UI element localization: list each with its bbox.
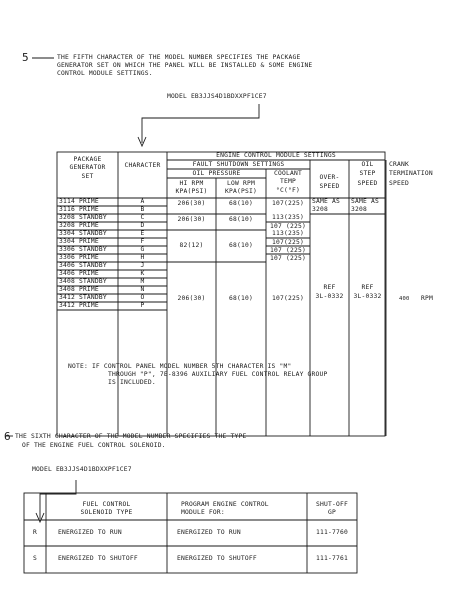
row-char: K — [140, 270, 145, 277]
header-ecm-settings: ENGINE CONTROL MODULE SETTINGS — [216, 152, 336, 159]
coolant-g: 107 (225) — [270, 247, 306, 254]
row-char: O — [140, 294, 145, 301]
overspeed-ab: SAME AS 3208 — [312, 198, 340, 214]
solenoid-row-type: ENERGIZED TO SHUTOFF — [58, 555, 138, 562]
row-set: 3408 STANDBY — [59, 278, 107, 285]
header-program-ecm: PROGRAM ENGINE CONTROL MODULE FOR: — [181, 501, 269, 517]
note-line-3: IS INCLUDED. — [108, 379, 156, 386]
row-char: C — [140, 214, 145, 221]
section5-line-3: CONTROL MODULE SETTINGS. — [57, 70, 153, 77]
hi-rpm-eh: 82(12) — [179, 242, 204, 249]
row-char: E — [140, 230, 145, 237]
oil-step-ref: REF 3L-0332 — [353, 284, 382, 301]
header-crank-termination: CRANK TERMINATION SPEED — [389, 161, 433, 187]
row-set: 3306 STANDBY — [59, 246, 107, 253]
header-fault-shutdown: FAULT SHUTDOWN SETTINGS — [192, 161, 285, 168]
section6-model-label: MODEL EB3JJS4D1BDXXPF1CE7 — [32, 466, 132, 473]
row-char: J — [140, 262, 145, 269]
row-set: 3304 PRIME — [59, 238, 99, 245]
row-char: B — [140, 206, 145, 213]
row-char: M — [140, 278, 145, 285]
note-line-2: THROUGH "P", 7E-8396 AUXILIARY FUEL CONTROL RELAY GROUP — [108, 371, 328, 378]
header-low-rpm: LOW RPM KPA(PSI) — [225, 180, 257, 196]
section6-line-2: OF THE ENGINE FUEL CONTROL SOLENOID. — [22, 442, 166, 449]
section5-line-2: GENERATOR SET ON WHICH THE PANEL WILL BE INSTALLED & SOME ENGINE — [57, 62, 313, 69]
solenoid-row-program: ENERGIZED TO SHUTOFF — [177, 555, 257, 562]
row-char: P — [140, 302, 145, 309]
section5-model-label: MODEL EB3JJS4D1BDXXPF1CE7 — [167, 93, 267, 100]
hi-rpm-cd: 206(30) — [177, 216, 206, 223]
low-rpm-cd: 68(10) — [229, 216, 253, 223]
solenoid-row-char: R — [33, 529, 37, 536]
row-char: H — [140, 254, 145, 261]
row-char: F — [140, 238, 145, 245]
row-char: N — [140, 286, 145, 293]
solenoid-row-gp: 111-7760 — [316, 529, 348, 536]
coolant-h: 107 (225) — [270, 255, 306, 262]
row-set: 3412 STANDBY — [59, 294, 107, 301]
section5-number: 5 — [22, 51, 29, 64]
hi-rpm-ab: 206(30) — [177, 200, 206, 207]
oil-step-ab: SAME AS 3208 — [351, 198, 379, 214]
coolant-f: 107(225) — [272, 239, 304, 246]
crank-speed-unit: RPM — [421, 295, 433, 302]
row-set: 3116 PRIME — [59, 206, 99, 213]
row-char: G — [140, 246, 145, 253]
row-set: 3408 PRIME — [59, 286, 99, 293]
row-char: D — [140, 222, 145, 229]
model5-pointer — [142, 104, 259, 143]
row-set: 3406 STANDBY — [59, 262, 107, 269]
low-rpm-jp: 68(10) — [229, 295, 253, 302]
low-rpm-eh: 68(10) — [229, 242, 253, 249]
row-set: 3412 PRIME — [59, 302, 99, 309]
header-oil-step: OIL STEP SPEED — [357, 161, 378, 187]
row-set: 3406 PRIME — [59, 270, 99, 277]
low-rpm-ab: 68(10) — [229, 200, 253, 207]
coolant-ab: 107(225) — [272, 200, 304, 207]
note-line-1: NOTE: IF CONTROL PANEL MODEL NUMBER 5TH CHARACTER IS "M" — [68, 363, 292, 370]
row-set: 3304 STANDBY — [59, 230, 107, 237]
row-set: 3208 PRIME — [59, 222, 99, 229]
solenoid-row-gp: 111-7761 — [316, 555, 348, 562]
header-oil-pressure: OIL PRESSURE — [192, 170, 241, 177]
header-shutoff-gp: SHUT-OFF GP — [316, 501, 348, 517]
section6-number: 6 — [4, 430, 11, 443]
coolant-e: 113(235) — [272, 230, 304, 237]
header-hi-rpm: HI RPM KPA(PSI) — [175, 180, 208, 196]
coolant-jp: 107(225) — [272, 295, 304, 302]
section5-line-1: THE FIFTH CHARACTER OF THE MODEL NUMBER SPECIFIES THE PACKAGE — [57, 54, 301, 61]
hi-rpm-jp: 206(30) — [177, 295, 206, 302]
header-overspeed: OVER- SPEED — [319, 174, 340, 191]
solenoid-row-char: S — [33, 555, 37, 562]
overspeed-ref: REF 3L-0332 — [315, 284, 344, 301]
header-character: CHARACTER — [124, 162, 161, 169]
solenoid-row-type: ENERGIZED TO RUN — [58, 529, 122, 536]
crank-speed-value: 400 — [399, 296, 410, 302]
coolant-c: 113(235) — [272, 214, 304, 221]
row-set: 3114 PRIME — [59, 198, 99, 205]
row-char: A — [140, 198, 145, 205]
header-package: PACKAGE GENERATOR SET — [69, 156, 106, 180]
header-fuel-control: FUEL CONTROL SOLENOID TYPE — [80, 501, 133, 517]
section6-line-1: THE SIXTH CHARACTER OF THE MODEL NUMBER SPECIFIES THE TYPE — [15, 433, 247, 440]
header-coolant: COOLANT TEMP °C(°F) — [274, 170, 302, 194]
row-set: 3208 STANDBY — [59, 214, 107, 221]
coolant-d: 107 (225) — [270, 223, 306, 230]
row-set: 3306 PRIME — [59, 254, 99, 261]
solenoid-row-program: ENERGIZED TO RUN — [177, 529, 241, 536]
